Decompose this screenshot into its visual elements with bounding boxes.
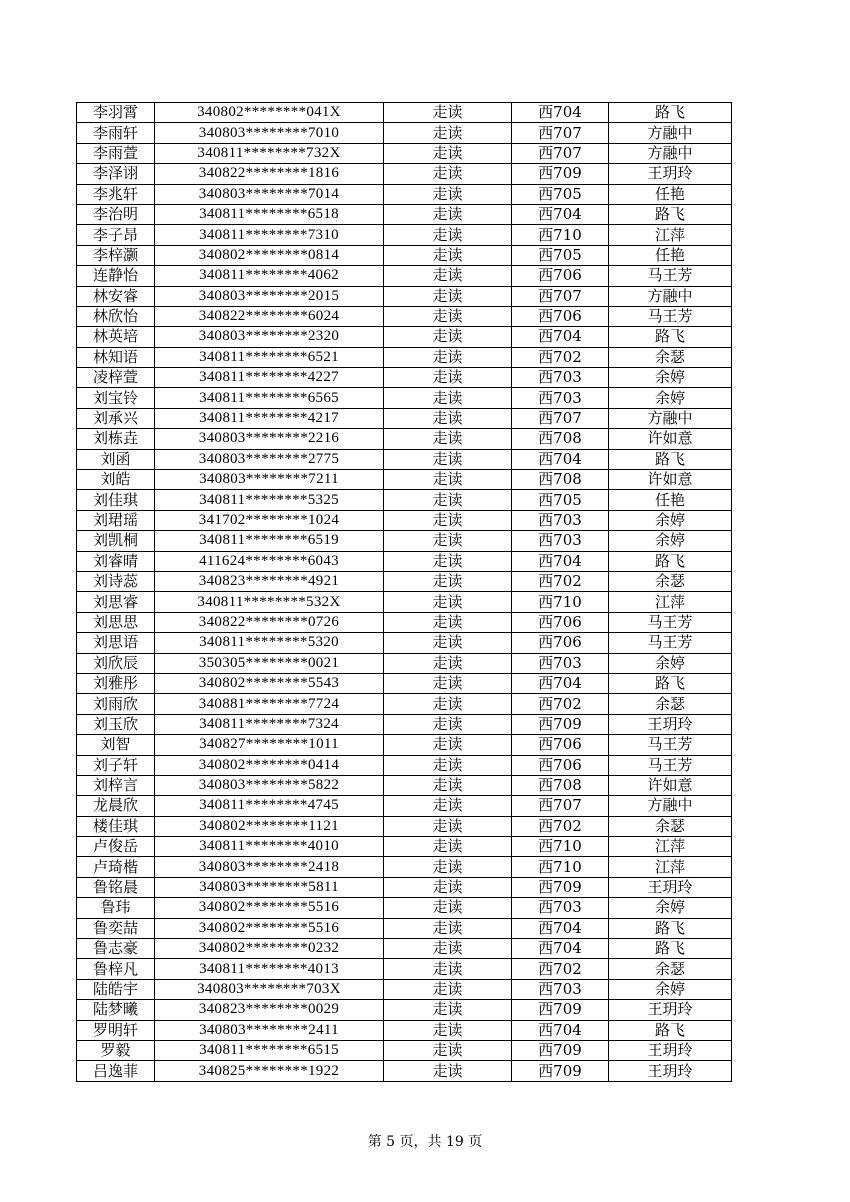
boarding-status-cell: 走读 — [384, 571, 512, 591]
teacher-cell: 王玥玲 — [609, 1061, 732, 1081]
teacher-cell: 余婷 — [609, 510, 732, 530]
teacher-cell: 路飞 — [609, 1020, 732, 1040]
boarding-status-cell: 走读 — [384, 714, 512, 734]
student-name-cell: 刘凯桐 — [77, 531, 155, 551]
student-name-cell: 林安睿 — [77, 286, 155, 306]
id-number-cell: 340803********5811 — [155, 877, 384, 897]
table-row — [77, 1000, 732, 1020]
student-name-cell: 卢琦楷 — [77, 857, 155, 877]
student-name-cell: 鲁铭晨 — [77, 877, 155, 897]
dorm-room-cell: 西708 — [512, 429, 609, 449]
student-name-cell: 刘思思 — [77, 612, 155, 632]
teacher-cell: 任艳 — [609, 490, 732, 510]
student-name-cell: 李雨轩 — [77, 123, 155, 143]
dorm-room-cell: 西702 — [512, 694, 609, 714]
dorm-room-cell: 西704 — [512, 327, 609, 347]
boarding-status-cell: 走读 — [384, 531, 512, 551]
boarding-status-cell: 走读 — [384, 347, 512, 367]
dorm-room-cell: 西703 — [512, 898, 609, 918]
id-number-cell: 340811********4227 — [155, 368, 384, 388]
student-name-cell: 罗明轩 — [77, 1020, 155, 1040]
id-number-cell: 341702********1024 — [155, 510, 384, 530]
id-number-cell: 340803********7014 — [155, 184, 384, 204]
teacher-cell: 方融中 — [609, 286, 732, 306]
student-name-cell: 陆梦曦 — [77, 1000, 155, 1020]
student-name-cell: 陆皓宇 — [77, 979, 155, 999]
id-number-cell: 340811********7310 — [155, 225, 384, 245]
boarding-status-cell: 走读 — [384, 429, 512, 449]
id-number-cell: 340802********0814 — [155, 245, 384, 265]
id-number-cell: 340802********0414 — [155, 755, 384, 775]
table-row — [77, 266, 732, 286]
boarding-status-cell: 走读 — [384, 857, 512, 877]
table-row — [77, 612, 732, 632]
id-number-cell: 340811********5325 — [155, 490, 384, 510]
id-number-cell: 340803********703X — [155, 979, 384, 999]
boarding-status-cell: 走读 — [384, 1000, 512, 1020]
student-name-cell: 刘栋垚 — [77, 429, 155, 449]
dorm-room-cell: 西704 — [512, 1020, 609, 1040]
teacher-cell: 马王芳 — [609, 306, 732, 326]
table-row — [77, 388, 732, 408]
student-name-cell: 楼佳琪 — [77, 816, 155, 836]
boarding-status-cell: 走读 — [384, 735, 512, 755]
boarding-status-cell: 走读 — [384, 204, 512, 224]
teacher-cell: 王玥玲 — [609, 1040, 732, 1060]
teacher-cell: 马王芳 — [609, 612, 732, 632]
teacher-cell: 江萍 — [609, 837, 732, 857]
boarding-status-cell: 走读 — [384, 959, 512, 979]
id-number-cell: 340802********0232 — [155, 939, 384, 959]
id-number-cell: 340822********6024 — [155, 306, 384, 326]
student-name-cell: 刘承兴 — [77, 408, 155, 428]
student-name-cell: 刘睿晴 — [77, 551, 155, 571]
teacher-cell: 余瑟 — [609, 959, 732, 979]
student-name-cell: 李治明 — [77, 204, 155, 224]
dorm-room-cell: 西704 — [512, 204, 609, 224]
boarding-status-cell: 走读 — [384, 694, 512, 714]
boarding-status-cell: 走读 — [384, 266, 512, 286]
table-row — [77, 857, 732, 877]
teacher-cell: 余瑟 — [609, 347, 732, 367]
boarding-status-cell: 走读 — [384, 286, 512, 306]
table-row — [77, 449, 732, 469]
boarding-status-cell: 走读 — [384, 408, 512, 428]
id-number-cell: 340802********041X — [155, 103, 384, 123]
table-row — [77, 368, 732, 388]
id-number-cell: 340811********6565 — [155, 388, 384, 408]
student-name-cell: 李梓灏 — [77, 245, 155, 265]
dorm-room-cell: 西706 — [512, 266, 609, 286]
table-row — [77, 245, 732, 265]
teacher-cell: 余婷 — [609, 898, 732, 918]
teacher-cell: 王玥玲 — [609, 714, 732, 734]
id-number-cell: 340811********4217 — [155, 408, 384, 428]
id-number-cell: 340803********2015 — [155, 286, 384, 306]
teacher-cell: 余婷 — [609, 531, 732, 551]
table-row — [77, 204, 732, 224]
teacher-cell: 余婷 — [609, 653, 732, 673]
dorm-room-cell: 西706 — [512, 612, 609, 632]
table-row — [77, 531, 732, 551]
teacher-cell: 许如意 — [609, 470, 732, 490]
boarding-status-cell: 走读 — [384, 775, 512, 795]
table-row — [77, 898, 732, 918]
dorm-room-cell: 西706 — [512, 735, 609, 755]
dorm-room-cell: 西708 — [512, 470, 609, 490]
id-number-cell: 340802********5516 — [155, 918, 384, 938]
teacher-cell: 马王芳 — [609, 633, 732, 653]
table-row — [77, 755, 732, 775]
table-row — [77, 408, 732, 428]
student-name-cell: 刘玉欣 — [77, 714, 155, 734]
dorm-room-cell: 西706 — [512, 633, 609, 653]
table-row — [77, 164, 732, 184]
boarding-status-cell: 走读 — [384, 877, 512, 897]
id-number-cell: 340811********7324 — [155, 714, 384, 734]
dorm-room-cell: 西708 — [512, 775, 609, 795]
dorm-room-cell: 西703 — [512, 531, 609, 551]
id-number-cell: 340811********6518 — [155, 204, 384, 224]
boarding-status-cell: 走读 — [384, 979, 512, 999]
id-number-cell: 340811********532X — [155, 592, 384, 612]
teacher-cell: 王玥玲 — [609, 877, 732, 897]
table-row — [77, 510, 732, 530]
dorm-room-cell: 西705 — [512, 245, 609, 265]
dorm-room-cell: 西702 — [512, 571, 609, 591]
student-name-cell: 刘诗蕊 — [77, 571, 155, 591]
boarding-status-cell: 走读 — [384, 816, 512, 836]
dorm-room-cell: 西707 — [512, 286, 609, 306]
dorm-room-cell: 西704 — [512, 551, 609, 571]
boarding-status-cell: 走读 — [384, 470, 512, 490]
id-number-cell: 340811********6521 — [155, 347, 384, 367]
dorm-room-cell: 西704 — [512, 918, 609, 938]
table-row — [77, 592, 732, 612]
table-row — [77, 837, 732, 857]
table-row — [77, 633, 732, 653]
id-number-cell: 340803********2418 — [155, 857, 384, 877]
dorm-room-cell: 西710 — [512, 837, 609, 857]
dorm-room-cell: 西704 — [512, 103, 609, 123]
dorm-room-cell: 西702 — [512, 816, 609, 836]
table-row — [77, 1061, 732, 1081]
boarding-status-cell: 走读 — [384, 551, 512, 571]
dorm-room-cell: 西705 — [512, 184, 609, 204]
table-row — [77, 653, 732, 673]
teacher-cell: 许如意 — [609, 775, 732, 795]
boarding-status-cell: 走读 — [384, 633, 512, 653]
table-row — [77, 939, 732, 959]
teacher-cell: 任艳 — [609, 245, 732, 265]
dorm-room-cell: 西704 — [512, 449, 609, 469]
table-row — [77, 429, 732, 449]
teacher-cell: 江萍 — [609, 592, 732, 612]
boarding-status-cell: 走读 — [384, 327, 512, 347]
dorm-room-cell: 西703 — [512, 388, 609, 408]
teacher-cell: 王玥玲 — [609, 1000, 732, 1020]
id-number-cell: 350305********0021 — [155, 653, 384, 673]
dorm-room-cell: 西709 — [512, 164, 609, 184]
table-row — [77, 796, 732, 816]
table-row — [77, 979, 732, 999]
dorm-room-cell: 西704 — [512, 939, 609, 959]
student-name-cell: 龙晨欣 — [77, 796, 155, 816]
boarding-status-cell: 走读 — [384, 1061, 512, 1081]
student-name-cell: 刘梓言 — [77, 775, 155, 795]
boarding-status-cell: 走读 — [384, 449, 512, 469]
student-name-cell: 林知语 — [77, 347, 155, 367]
student-name-cell: 罗毅 — [77, 1040, 155, 1060]
id-number-cell: 340811********4013 — [155, 959, 384, 979]
dorm-room-cell: 西709 — [512, 714, 609, 734]
table-row — [77, 103, 732, 123]
id-number-cell: 340811********4062 — [155, 266, 384, 286]
page-footer: 第 5 页，共 19 页 — [367, 1134, 483, 1150]
teacher-cell: 马王芳 — [609, 735, 732, 755]
table-row — [77, 1020, 732, 1040]
boarding-status-cell: 走读 — [384, 123, 512, 143]
student-name-cell: 林欣怡 — [77, 306, 155, 326]
dorm-room-cell: 西707 — [512, 123, 609, 143]
student-name-cell: 刘思语 — [77, 633, 155, 653]
student-name-cell: 鲁玮 — [77, 898, 155, 918]
teacher-cell: 路飞 — [609, 673, 732, 693]
teacher-cell: 江萍 — [609, 225, 732, 245]
id-number-cell: 340823********0029 — [155, 1000, 384, 1020]
dorm-room-cell: 西710 — [512, 225, 609, 245]
student-name-cell: 刘雨欣 — [77, 694, 155, 714]
dorm-room-cell: 西710 — [512, 592, 609, 612]
id-number-cell: 340811********732X — [155, 143, 384, 163]
teacher-cell: 方融中 — [609, 143, 732, 163]
table-row — [77, 877, 732, 897]
boarding-status-cell: 走读 — [384, 1020, 512, 1040]
teacher-cell: 余瑟 — [609, 694, 732, 714]
student-name-cell: 刘子轩 — [77, 755, 155, 775]
table-row — [77, 143, 732, 163]
teacher-cell: 方融中 — [609, 408, 732, 428]
id-number-cell: 340803********2411 — [155, 1020, 384, 1040]
teacher-cell: 方融中 — [609, 796, 732, 816]
dorm-room-cell: 西706 — [512, 755, 609, 775]
dorm-room-cell: 西706 — [512, 306, 609, 326]
id-number-cell: 340803********2216 — [155, 429, 384, 449]
boarding-status-cell: 走读 — [384, 918, 512, 938]
teacher-cell: 王玥玲 — [609, 164, 732, 184]
id-number-cell: 340803********2775 — [155, 449, 384, 469]
boarding-status-cell: 走读 — [384, 592, 512, 612]
student-name-cell: 吕逸菲 — [77, 1061, 155, 1081]
dorm-room-cell: 西709 — [512, 877, 609, 897]
teacher-cell: 路飞 — [609, 103, 732, 123]
table-row — [77, 286, 732, 306]
boarding-status-cell: 走读 — [384, 612, 512, 632]
table-row — [77, 184, 732, 204]
student-name-cell: 李子昂 — [77, 225, 155, 245]
id-number-cell: 411624********6043 — [155, 551, 384, 571]
student-name-cell: 李羽霄 — [77, 103, 155, 123]
table-row — [77, 327, 732, 347]
boarding-status-cell: 走读 — [384, 164, 512, 184]
id-number-cell: 340827********1011 — [155, 735, 384, 755]
boarding-status-cell: 走读 — [384, 1040, 512, 1060]
dorm-room-cell: 西703 — [512, 653, 609, 673]
id-number-cell: 340802********1121 — [155, 816, 384, 836]
id-number-cell: 340825********1922 — [155, 1061, 384, 1081]
teacher-cell: 余瑟 — [609, 816, 732, 836]
dorm-room-cell: 西709 — [512, 1061, 609, 1081]
student-name-cell: 刘智 — [77, 735, 155, 755]
teacher-cell: 路飞 — [609, 449, 732, 469]
boarding-status-cell: 走读 — [384, 796, 512, 816]
student-name-cell: 鲁梓凡 — [77, 959, 155, 979]
teacher-cell: 江萍 — [609, 857, 732, 877]
student-name-cell: 刘宝铃 — [77, 388, 155, 408]
boarding-status-cell: 走读 — [384, 143, 512, 163]
table-row — [77, 571, 732, 591]
student-name-cell: 李雨萱 — [77, 143, 155, 163]
teacher-cell: 余瑟 — [609, 571, 732, 591]
boarding-status-cell: 走读 — [384, 510, 512, 530]
table-row — [77, 694, 732, 714]
teacher-cell: 许如意 — [609, 429, 732, 449]
dorm-room-cell: 西707 — [512, 408, 609, 428]
table-row — [77, 816, 732, 836]
dorm-room-cell: 西702 — [512, 959, 609, 979]
id-number-cell: 340822********0726 — [155, 612, 384, 632]
id-number-cell: 340881********7724 — [155, 694, 384, 714]
table-row — [77, 735, 732, 755]
table-row — [77, 225, 732, 245]
dorm-room-cell: 西703 — [512, 368, 609, 388]
boarding-status-cell: 走读 — [384, 490, 512, 510]
table-row — [77, 1040, 732, 1060]
teacher-cell: 马王芳 — [609, 266, 732, 286]
dorm-room-cell: 西703 — [512, 979, 609, 999]
dorm-room-cell: 西710 — [512, 857, 609, 877]
teacher-cell: 路飞 — [609, 918, 732, 938]
boarding-status-cell: 走读 — [384, 368, 512, 388]
table-row — [77, 673, 732, 693]
teacher-cell: 余婷 — [609, 388, 732, 408]
boarding-status-cell: 走读 — [384, 103, 512, 123]
student-name-cell: 鲁志豪 — [77, 939, 155, 959]
teacher-cell: 路飞 — [609, 327, 732, 347]
student-name-cell: 卢俊岳 — [77, 837, 155, 857]
student-name-cell: 凌梓萱 — [77, 368, 155, 388]
id-number-cell: 340811********6519 — [155, 531, 384, 551]
boarding-status-cell: 走读 — [384, 673, 512, 693]
teacher-cell: 余婷 — [609, 368, 732, 388]
table-row — [77, 714, 732, 734]
boarding-status-cell: 走读 — [384, 755, 512, 775]
teacher-cell: 路飞 — [609, 551, 732, 571]
table-row — [77, 306, 732, 326]
table-row — [77, 490, 732, 510]
boarding-status-cell: 走读 — [384, 939, 512, 959]
id-number-cell: 340802********5516 — [155, 898, 384, 918]
boarding-status-cell: 走读 — [384, 388, 512, 408]
id-number-cell: 340803********5822 — [155, 775, 384, 795]
student-name-cell: 连静怡 — [77, 266, 155, 286]
student-name-cell: 李泽诩 — [77, 164, 155, 184]
boarding-status-cell: 走读 — [384, 245, 512, 265]
dorm-room-cell: 西705 — [512, 490, 609, 510]
teacher-cell: 方融中 — [609, 123, 732, 143]
teacher-cell: 路飞 — [609, 939, 732, 959]
dorm-room-cell: 西707 — [512, 796, 609, 816]
teacher-cell: 任艳 — [609, 184, 732, 204]
student-roster-table — [76, 102, 732, 1082]
id-number-cell: 340811********6515 — [155, 1040, 384, 1060]
id-number-cell: 340822********1816 — [155, 164, 384, 184]
student-name-cell: 刘珺瑶 — [77, 510, 155, 530]
table-row — [77, 959, 732, 979]
boarding-status-cell: 走读 — [384, 837, 512, 857]
student-name-cell: 刘函 — [77, 449, 155, 469]
boarding-status-cell: 走读 — [384, 306, 512, 326]
id-number-cell: 340803********7010 — [155, 123, 384, 143]
table-row — [77, 551, 732, 571]
dorm-room-cell: 西709 — [512, 1000, 609, 1020]
student-name-cell: 刘思睿 — [77, 592, 155, 612]
dorm-room-cell: 西702 — [512, 347, 609, 367]
id-number-cell: 340811********4010 — [155, 837, 384, 857]
teacher-cell: 余婷 — [609, 979, 732, 999]
dorm-room-cell: 西707 — [512, 143, 609, 163]
dorm-room-cell: 西704 — [512, 673, 609, 693]
id-number-cell: 340811********5320 — [155, 633, 384, 653]
teacher-cell: 马王芳 — [609, 755, 732, 775]
student-name-cell: 刘皓 — [77, 470, 155, 490]
boarding-status-cell: 走读 — [384, 653, 512, 673]
student-name-cell: 刘雅彤 — [77, 673, 155, 693]
table-row — [77, 470, 732, 490]
id-number-cell: 340802********5543 — [155, 673, 384, 693]
dorm-room-cell: 西709 — [512, 1040, 609, 1060]
student-name-cell: 刘佳琪 — [77, 490, 155, 510]
teacher-cell: 路飞 — [609, 204, 732, 224]
dorm-room-cell: 西703 — [512, 510, 609, 530]
table-row — [77, 123, 732, 143]
table-row — [77, 347, 732, 367]
id-number-cell: 340803********2320 — [155, 327, 384, 347]
table-row — [77, 918, 732, 938]
boarding-status-cell: 走读 — [384, 184, 512, 204]
table-row — [77, 775, 732, 795]
student-name-cell: 李兆轩 — [77, 184, 155, 204]
id-number-cell: 340811********4745 — [155, 796, 384, 816]
student-name-cell: 林英培 — [77, 327, 155, 347]
boarding-status-cell: 走读 — [384, 225, 512, 245]
student-name-cell: 刘欣辰 — [77, 653, 155, 673]
boarding-status-cell: 走读 — [384, 898, 512, 918]
id-number-cell: 340803********7211 — [155, 470, 384, 490]
roster-body — [77, 103, 732, 1082]
student-name-cell: 鲁奕喆 — [77, 918, 155, 938]
id-number-cell: 340823********4921 — [155, 571, 384, 591]
